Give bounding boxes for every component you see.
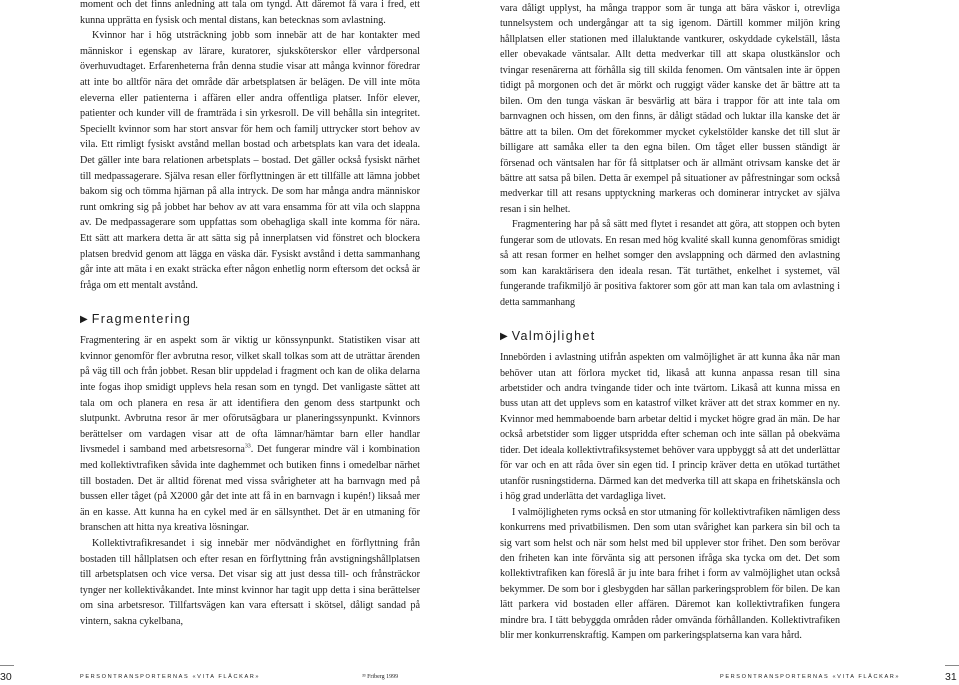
left-page [0, 0, 479, 685]
paragraph-text: Fragmentering är en aspekt som är viktig ur könssynpunkt. Statistiken visar att kvinnor genomför fler avbrutna resor, vilket skall tolkas som att de uträttar ärenden på väg till och från jobbet. Resan blir uppdelad i fragment och kan de olika delarna inte fogas ihop smidigt upplevs hela resan som en tyngd. Det vanligaste sättet att tala om och planera en resa är att identifiera den genom dess startpunkt och slutpunkt. Avbrutna resor är mer oförutsägbara ur planeringssynpunkt. Kvinnors berättelser om vardagen visar att de ofta lämnar/hämtar barn eller handlar livsmedel i samband med arbetsresorna [80, 335, 420, 456]
footnote-reference[interactable]: 33 [244, 444, 251, 451]
footnote: ³³ Friberg 1999 [362, 673, 399, 680]
right-text-column [500, 1, 840, 644]
section-heading-valmojlighet [500, 328, 840, 344]
section-heading-fragmentering [80, 311, 420, 327]
right-page [480, 0, 959, 685]
paragraph [80, 333, 420, 536]
heading-text: Valmöjlighet [511, 329, 596, 344]
paragraph: moment och det finns anledning att tala om tyngd. Att däremot få vara i fred, ett kunna upprätta en fysisk och mental distans, kan betecknas som avlastning. [80, 0, 420, 26]
triangle-bullet-icon: ▶ [80, 313, 88, 325]
paragraph: Kvinnor har i hög utsträckning jobb som innebär att de har kontakter med människor i egenskap av lärare, kuratorer, sjuksköterskor eller vårdpersonal överhuvudtaget. Erfarenheterna från denna studie visar att många kvinnor föredrar att inte bo alltför nära det område där arbetsplatsen är belägen. De vill inte möta eleverna eller patienterna i affären eller andra offentliga platser. Inför elever, patienter och kunder vill de framträda i sin yrkesroll. De vill behålla sin integritet. Speciellt kvinnor som har stort ansvar för hem och familj uttrycker stort behov av vila. Ett rimligt fysiskt avstånd mellan bostad och arbetsplats kan vara det ideala. Det gäller inte bara relationen arbetsplats – bostad. Det gäller också fysiskt närhet till medpassagerare. Själva resan eller förflyttningen är ett tillfälle att lämna jobbet bakom sig och tömma hjärnan på alla intryck. De som har många andra människor runt omkring sig på jobbet har behov av att vara ensamma för att vila och slappna av. De medpassagerare som uppfattas som obehagliga skall inte komma för nära. Ett sätt att markera detta är att sätta sig på innerplatsen vid fönstret och blockera platsen bredvid genom att lägga en väska där. Fysiskt avstånd i detta sammanhang går inte att mäta i en exakt sträcka efter någon enhetlig norm eftersom det också är fråga om ett mentalt avstånd. [80, 30, 420, 291]
paragraph: I valmöjligheten ryms också en stor utmaning för kollektivtrafiken nämligen dess konkurrens med privatbilismen. Den som utan svårighet kan parkera sin bil och ta sig vart som helst och när som helst med bil upplever stor frihet. Den som berövar den friheten kan inte förvänta sig att personen ifråga ska tycka om det. Det som kollektivtrafiken kan föreslå är ju inte bara frihet i form av valmöjlighet utan också bekymmer. De som bor i glesbygden har sällan parkeringsproblem för bilen. De kan lätt parkera vid bostaden eller affären. Däremot kan kollektivtrafiken fungera mindre bra. I tätt bebyggda områden råder omvända förhållanden. Kollektivtrafiken blir mer konkurrenskraftig. Kampen om parkeringsplatserna kan vara hård. [500, 506, 840, 642]
left-footer [0, 668, 479, 685]
paragraph: Innebörden i avlastning utifrån aspekten om valmöjlighet är att kunna åka när man behöver utan att förlora mycket tid, likaså att kunna anpassa resan till sina arbetstider och andra tvingande tider och inte tvärtom. Likaså att kunna missa en buss utan att det upplevs som en katastrof vilket kräver att det strax kommer en ny. Kvinnor med hemmaboende barn arbetar deltid i mycket högre grad än män. De har också arbetstider som ligger utspridda efter scheman och inte sällan på obekväma tider. Det ideala kollektivtrafiksystemet behöver vara uppbyggt så att det underlättar för var och en att råda över sin egen tid. I princip kräver detta en utökad turtäthet utanför rusningstiderna. Därmed kan det medverka till att skapa en frihetskänsla och i hög grad underlätta det vardagliga livet. [500, 352, 840, 503]
triangle-bullet-icon: ▶ [500, 330, 508, 342]
paragraph: vara dåligt upplyst, ha många trappor som är tunga att bära väskor i, otrevliga tunnelsystem och undergångar att ta sig igenom. Därtill kommer miljön kring hållplatsen eller stationen med illaluktande vantkurer, oskyddade cykelställ, låsta eller obevakade väntsalar. Allt detta medverkar till att skapa olustkänslor och tvingar resenärerna att förhålla sig till skilda fenomen. Om väntsalen inte är öppen tidigt på morgonen och det är mörkt och ruggigt väder kanske det är bättre att ta bilen. Om den tunga väskan är besvärlig att bära i trappor för att inte tala om barnvagnen och hissen, om den finns, är dåligt städad och luktar illa kanske det är bättre att ta bilen. Om det förekommer mycket cykelstölder kanske det till slut är billigare att samåka eller ta den egna bilen. Om tåget eller bussen ständigt är försenad och väntsalen har för få sittplatser och är allmänt otrivsam kanske det är bättre att satsa på bilen. Detta är exempel på situationer av påfrestningar som också medverkar till att resans upptyckning markeras och dominerar intrycket av själva resan i sin helhet. [500, 3, 840, 215]
left-text-column [80, 0, 420, 630]
running-title: PERSONTRANSPORTERNAS «VITA FLÄCKAR» [720, 673, 901, 680]
page-number: 30 [0, 670, 12, 683]
paragraph-text: . Det fungerar mindre väl i kombination med kollektivtrafiken såvida inte daghemmet och butiken finns i omedelbar närhet till bostaden. Det är alltid förenat med vissa svårigheter att ha barnvagn med på bussen eller tåget (på X2000 går det inte att få in en barnvagn i kupén!) liksaå mer än en kasse. Att kunna ha en cykel med är en sällsynthet. Det är en utmaning för branschen att hitta nya kreativa lösningar. [80, 444, 420, 534]
page-number: 31 [945, 670, 957, 683]
page-number-rule [0, 665, 14, 666]
right-footer [480, 668, 959, 685]
page-number-rule [945, 665, 959, 666]
heading-text: Fragmentering [91, 312, 192, 327]
running-title: PERSONTRANSPORTERNAS «VITA FLÄCKAR» [80, 673, 261, 680]
paragraph: Kollektivtrafikresandet i sig innebär mer nödvändighet en förflyttning från bostaden till hållplatsen och efter resan en förflyttning från avstigningshållplatsen till arbetsplatsen och vice versa. Det visar sig att just dessa till- och frånsträckor tynger ner kollektivåkandet. Inte minst kvinnor har tagit upp detta i sina berättelser om sina arbetsresor. Tillfartsvägen kan vara eftersatt i skötsel, dåligt sandad på vintern, sakna cykelbana, [80, 538, 420, 627]
paragraph: Fragmentering har på så sätt med flytet i resandet att göra, att stoppen och byten fungerar som de utlovats. En resan med hög kvalité skall kunna genomföras smidigt så att resan former en helhet somger den avslappning och därmed den avlastning som kan karaktärisera den ideala resan. Tät turtäthet, enkelhet i systemet, väl fungerande trafikmiljö är positiva faktorer som gör att man kan tala om avlastning i detta sammanhang [500, 219, 840, 308]
